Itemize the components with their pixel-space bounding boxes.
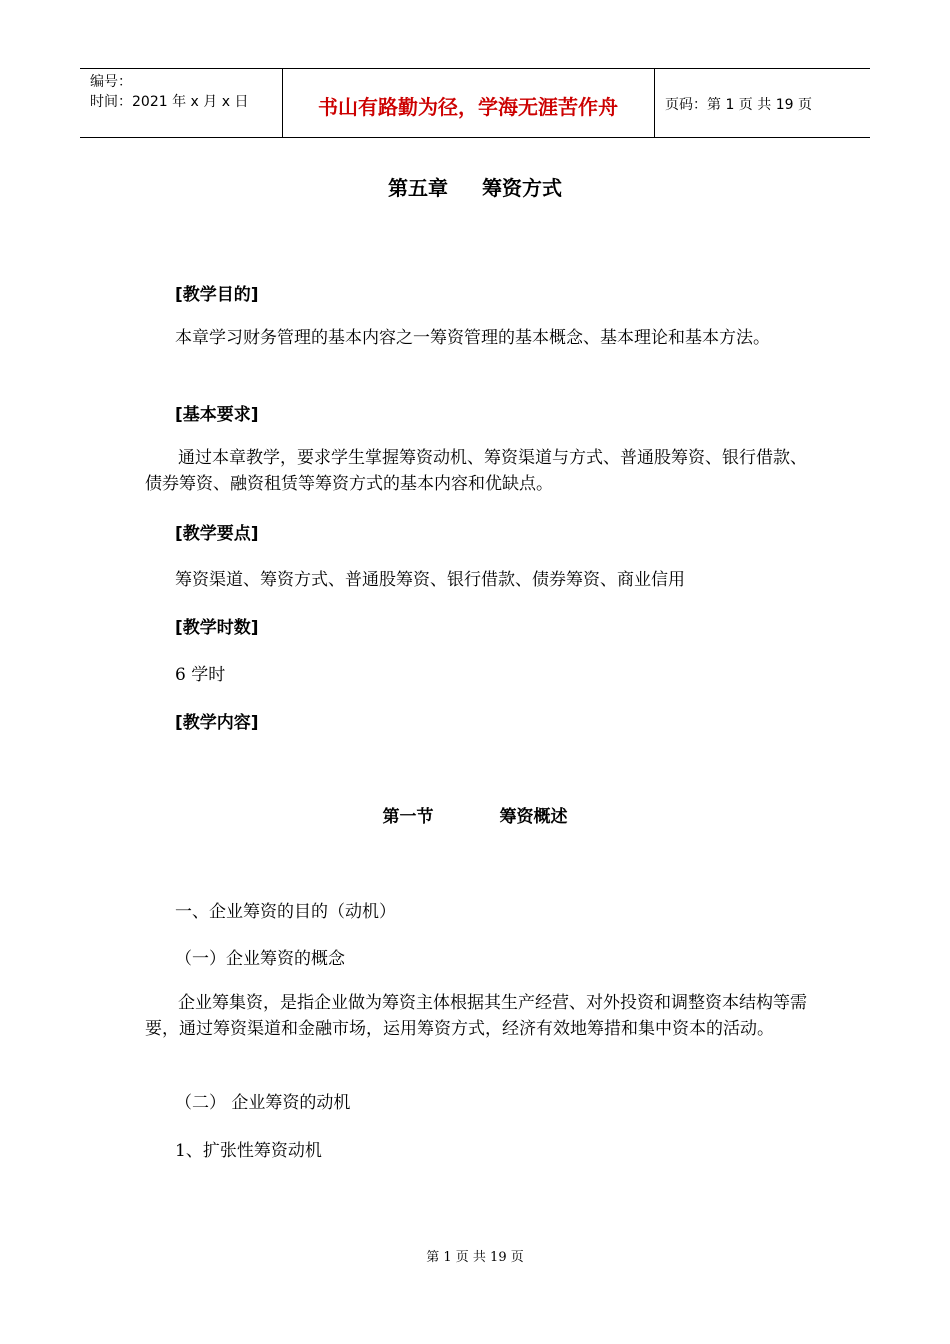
section-title bbox=[0, 802, 950, 827]
list-item-expansion-motive: 1、扩张性筹资动机 bbox=[175, 1141, 322, 1161]
chapter-name: 筹资方式 bbox=[482, 176, 562, 200]
header-page-cell bbox=[655, 69, 870, 137]
chapter-title bbox=[0, 172, 950, 201]
content-heading: [教学内容] bbox=[175, 713, 259, 733]
header-page-number: 页码：第 1 页 共 19 页 bbox=[665, 97, 812, 113]
heading-level2-concept: （一）企业筹资的概念 bbox=[175, 949, 345, 969]
page-header bbox=[80, 68, 870, 138]
chapter-number: 第五章 bbox=[388, 176, 448, 200]
header-motto-cell bbox=[282, 69, 655, 137]
page-footer: 第 1 页 共 19 页 bbox=[426, 1250, 524, 1265]
section-name: 筹资概述 bbox=[499, 807, 568, 827]
keypoints-heading: [教学要点] bbox=[175, 524, 259, 544]
header-info-cell bbox=[80, 69, 283, 137]
header-motto: 书山有路勤为径，学海无涯苦作舟 bbox=[318, 95, 618, 119]
requirements-heading: [基本要求] bbox=[175, 405, 259, 425]
section-number: 第一节 bbox=[382, 807, 434, 827]
hours-heading: [教学时数] bbox=[175, 618, 259, 638]
purpose-paragraph: 本章学习财务管理的基本内容之一筹资管理的基本概念、基本理论和基本方法。 bbox=[175, 328, 770, 348]
concept-paragraph: 企业筹集资，是指企业做为筹资主体根据其生产经营、对外投资和调整资本结构等需要，通过筹资渠道和金融市场，运用筹资方式，经济有效地筹措和集中资本的活动。 bbox=[145, 993, 807, 1039]
hours-text: 6 学时 bbox=[175, 665, 226, 685]
heading-level2-motive: （二） 企业筹资的动机 bbox=[175, 1093, 351, 1113]
heading-level1: 一、企业筹资的目的（动机） bbox=[175, 902, 396, 922]
document-time-label: 时间：2021 年 x 月 x 日 bbox=[90, 94, 249, 110]
keypoints-text: 筹资渠道、筹资方式、普通股筹资、银行借款、债券筹资、商业信用 bbox=[175, 570, 685, 590]
requirements-paragraph: 通过本章教学，要求学生掌握筹资动机、筹资渠道与方式、普通股筹资、银行借款、债券筹资、融资租赁等筹资方式的基本内容和优缺点。 bbox=[145, 448, 807, 494]
purpose-heading: [教学目的] bbox=[175, 285, 259, 305]
document-number-label: 编号： bbox=[90, 74, 132, 90]
